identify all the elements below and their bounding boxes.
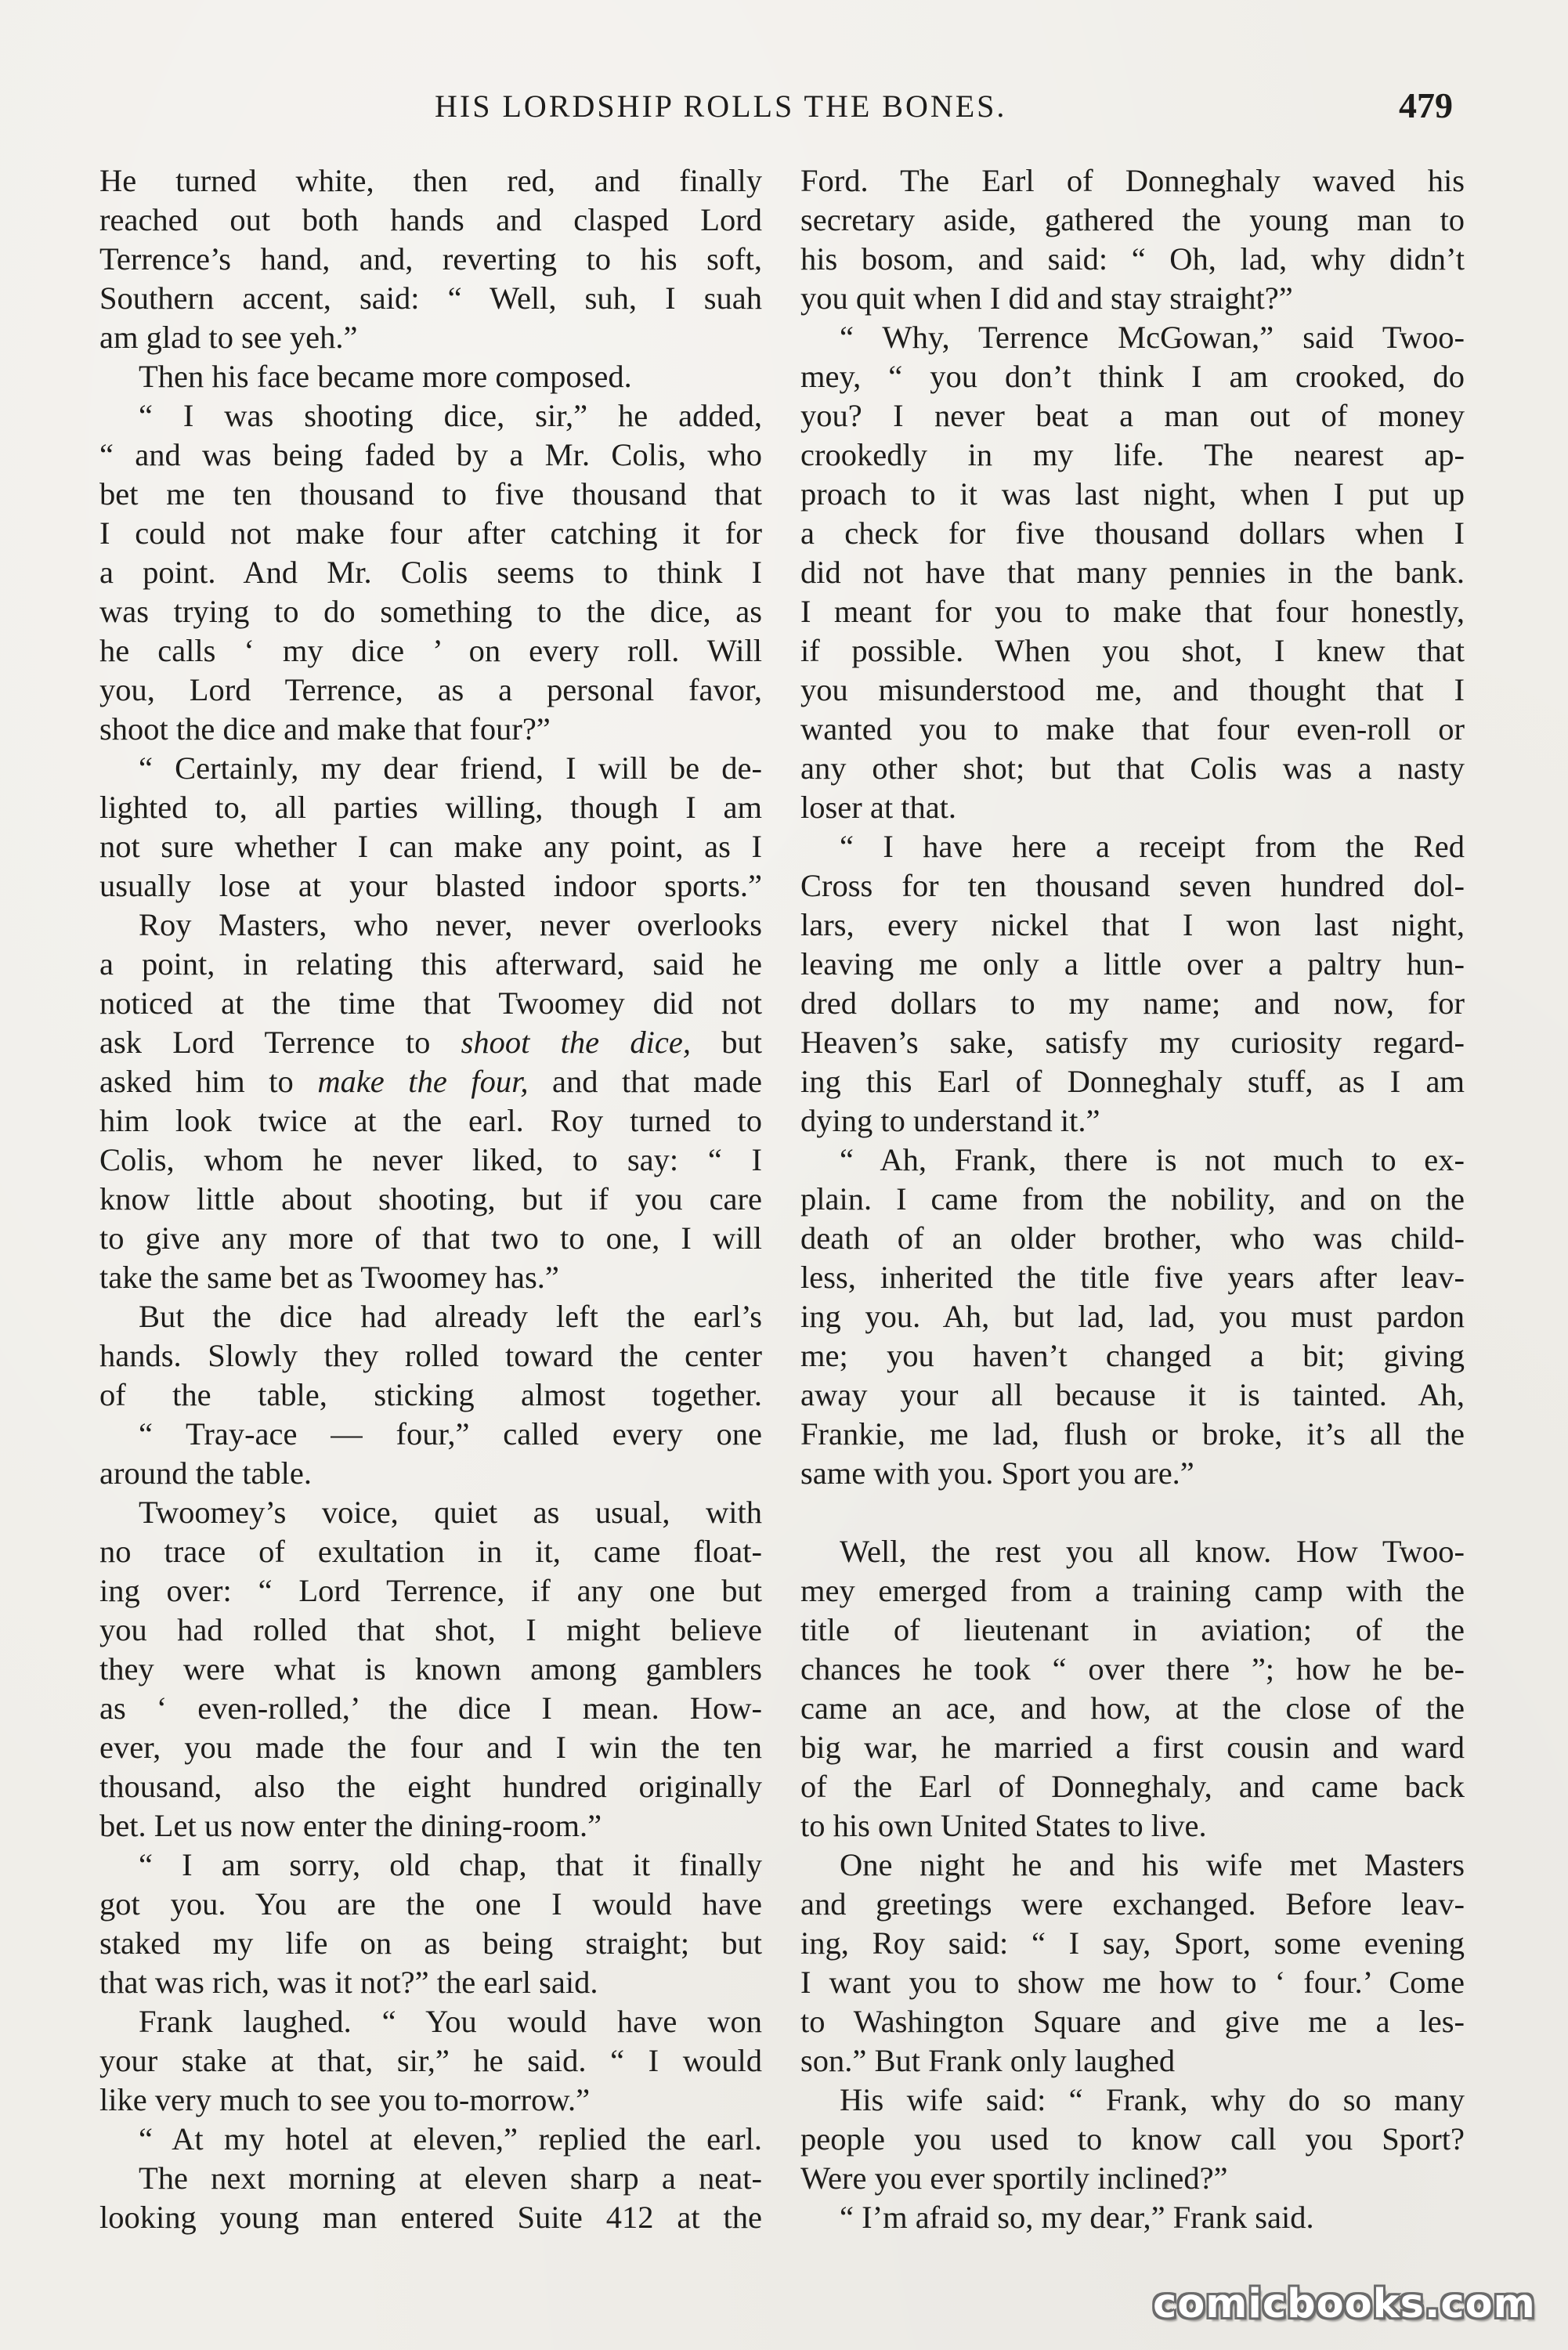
text-line: lars, every nickel that I won last night, (800, 907, 1465, 942)
text-line: of the Earl of Donneghaly, and came back (800, 1769, 1465, 1804)
text-line: looking young man entered Suite 412 at the (99, 2200, 762, 2235)
text-line: him look twice at the earl. Roy turned to (99, 1103, 762, 1138)
text-line: same with you. Sport you are.” (800, 1455, 1194, 1491)
text-line: ever, you made the four and I win the ten (99, 1730, 762, 1765)
text-line: chances he took “ over there ”; how he be- (800, 1651, 1465, 1687)
text-line: ing you. Ah, but lad, lad, you must pardon (800, 1299, 1465, 1334)
text-line: a point, in relating this afterward, said he (99, 946, 762, 982)
text-line: proach to it was last night, when I put up (800, 476, 1465, 512)
text-line: “ and was being faded by a Mr. Colis, who (99, 437, 762, 472)
text-line: asked him to make the four, and that made (99, 1064, 762, 1099)
text-line: to Washington Square and give me a les- (800, 2004, 1465, 2039)
text-line: they were what is known among gamblers (99, 1651, 762, 1687)
text-line: noticed at the time that Twoomey did not (99, 985, 762, 1021)
text-line: Terrence’s hand, and, reverting to his soft, (99, 241, 762, 277)
text-line: you had rolled that shot, I might believe (99, 1612, 762, 1647)
text-line: But the dice had already left the earl’s (139, 1299, 762, 1334)
text-line: “ Tray-ace — four,” called every one (139, 1416, 762, 1452)
text-line: Roy Masters, who never, never overlooks (139, 907, 762, 942)
text-line: Cross for ten thousand seven hundred dol- (800, 868, 1465, 903)
text-line: Ford. The Earl of Donneghaly waved his (800, 163, 1465, 198)
text-line: Frankie, me lad, flush or broke, it’s all the (800, 1416, 1465, 1452)
text-line: “ I was shooting dice, sir,” he added, (139, 398, 762, 433)
text-line: am glad to see yeh.” (99, 320, 358, 355)
text-line: people you used to know call you Sport? (800, 2121, 1465, 2157)
text-line: if possible. When you shot, I knew that (800, 633, 1465, 668)
running-title: HIS LORDSHIP ROLLS THE BONES. (435, 89, 1007, 124)
text-line: Then his face became more composed. (139, 359, 632, 394)
text-line: he calls ‘ my dice ’ on every roll. Will (99, 633, 762, 668)
text-line: reached out both hands and clasped Lord (99, 202, 762, 237)
text-line: a check for five thousand dollars when I (800, 515, 1465, 551)
text-line: thousand, also the eight hundred originally (99, 1769, 762, 1804)
text-line: you quit when I did and stay straight?” (800, 280, 1293, 316)
text-line: came an ace, and how, at the close of the (800, 1690, 1465, 1726)
text-line: secretary aside, gathered the young man to (800, 202, 1465, 237)
text-line: Frank laughed. “ You would have won (139, 2004, 762, 2039)
text-line: no trace of exultation in it, came float- (99, 1534, 762, 1569)
text-line: that was rich, was it not?” the earl said. (99, 1965, 598, 2000)
text-line: his bosom, and said: “ Oh, lad, why didn’t (800, 241, 1465, 277)
text-line: you, Lord Terrence, as a personal favor, (99, 672, 762, 707)
text-line: One night he and his wife met Masters (840, 1847, 1465, 1882)
text-line: like very much to see you to-morrow.” (99, 2082, 591, 2117)
text-line: Twoomey’s voice, quiet as usual, with (139, 1495, 762, 1530)
text-line: “ Certainly, my dear friend, I will be de- (139, 750, 762, 786)
text-line: Colis, whom he never liked, to say: “ I (99, 1142, 762, 1177)
text-line: bet me ten thousand to five thousand that (99, 476, 762, 512)
text-line: shoot the dice and make that four?” (99, 711, 551, 747)
text-line: Were you ever sportily inclined?” (800, 2160, 1228, 2196)
text-line: “ I am sorry, old chap, that it finally (139, 1847, 762, 1882)
text-line: dying to understand it.” (800, 1103, 1100, 1138)
text-line: usually lose at your blasted indoor sports.” (99, 868, 762, 903)
text-line: dred dollars to my name; and now, for (800, 985, 1465, 1021)
text-line: He turned white, then red, and finally (99, 163, 762, 198)
text-line: plain. I came from the nobility, and on the (800, 1181, 1465, 1217)
left-text-column (99, 161, 762, 2237)
text-line: I could not make four after catching it for (99, 515, 762, 551)
text-line: staked my life on as being straight; but (99, 1925, 762, 1961)
text-line: around the table. (99, 1455, 313, 1491)
text-line: any other shot; but that Colis was a nasty (800, 750, 1465, 786)
text-line: your stake at that, sir,” he said. “ I would (99, 2043, 762, 2078)
text-line: me; you haven’t changed a bit; giving (800, 1338, 1465, 1373)
text-line: crookedly in my life. The nearest ap- (800, 437, 1465, 472)
text-line: ask Lord Terrence to shoot the dice, but (99, 1025, 762, 1060)
text-line: ing, Roy said: “ I say, Sport, some evening (800, 1925, 1465, 1961)
text-line: Heaven’s sake, satisfy my curiosity regard- (800, 1025, 1465, 1060)
text-line: “ I have here a receipt from the Red (840, 829, 1465, 864)
right-text-column (800, 161, 1465, 2237)
text-line: a point. And Mr. Colis seems to think I (99, 555, 762, 590)
text-line: you? I never beat a man out of money (800, 398, 1465, 433)
text-line: “ Ah, Frank, there is not much to ex- (840, 1142, 1465, 1177)
text-line: less, inherited the title five years after leav- (800, 1260, 1465, 1295)
text-line: was trying to do something to the dice, as (99, 594, 762, 629)
text-line: got you. You are the one I would have (99, 1886, 762, 1922)
text-line: did not have that many pennies in the bank. (800, 555, 1465, 590)
text-line: mey emerged from a training camp with the (800, 1573, 1465, 1608)
text-line: title of lieutenant in aviation; of the (800, 1612, 1465, 1647)
text-line: “ At my hotel at eleven,” replied the earl. (139, 2121, 762, 2157)
text-line: ing this Earl of Donneghaly stuff, as I am (800, 1064, 1465, 1099)
text-line: of the table, sticking almost together. (99, 1377, 762, 1412)
text-line: wanted you to make that four even-roll or (800, 711, 1465, 747)
text-line: and greetings were exchanged. Before leav- (800, 1886, 1465, 1922)
text-line: to give any more of that two to one, I will (99, 1220, 762, 1256)
text-line: “ I’m afraid so, my dear,” Frank said. (840, 2200, 1314, 2235)
text-line: lighted to, all parties willing, though I am (99, 790, 762, 825)
text-line: big war, he married a first cousin and ward (800, 1730, 1465, 1765)
text-line: I meant for you to make that four honestly, (800, 594, 1465, 629)
text-line: loser at that. (800, 790, 957, 825)
text-line: mey, “ you don’t think I am crooked, do (800, 359, 1465, 394)
text-line: Well, the rest you all know. How Twoo- (840, 1534, 1465, 1569)
text-line: death of an older brother, who was child- (800, 1220, 1465, 1256)
text-line: hands. Slowly they rolled toward the center (99, 1338, 762, 1373)
page-header (0, 85, 1568, 135)
comicbooks-watermark: comicbooks.com (1153, 2281, 1536, 2327)
text-line: son.” But Frank only laughed (800, 2043, 1176, 2078)
text-line: The next morning at eleven sharp a neat- (139, 2160, 762, 2196)
text-line: as ‘ even-rolled,’ the dice I mean. How- (99, 1690, 762, 1726)
text-line: His wife said: “ Frank, why do so many (840, 2082, 1465, 2117)
page-number: 479 (1399, 85, 1453, 125)
text-line: know little about shooting, but if you care (99, 1181, 762, 1217)
text-line: bet. Let us now enter the dining-room.” (99, 1808, 602, 1843)
text-line: away your all because it is tainted. Ah, (800, 1377, 1465, 1412)
text-line: “ Why, Terrence McGowan,” said Twoo- (840, 320, 1465, 355)
text-line: take the same bet as Twoomey has.” (99, 1260, 559, 1295)
text-line: you misunderstood me, and thought that I (800, 672, 1465, 707)
text-line: to his own United States to live. (800, 1808, 1207, 1843)
text-line: leaving me only a little over a paltry hun- (800, 946, 1465, 982)
text-line: Southern accent, said: “ Well, suh, I suah (99, 280, 762, 316)
text-line: I want you to show me how to ‘ four.’ Come (800, 1965, 1465, 2000)
text-line: ing over: “ Lord Terrence, if any one but (99, 1573, 762, 1608)
section-break (800, 1493, 1465, 1532)
text-line: not sure whether I can make any point, as I (99, 829, 762, 864)
